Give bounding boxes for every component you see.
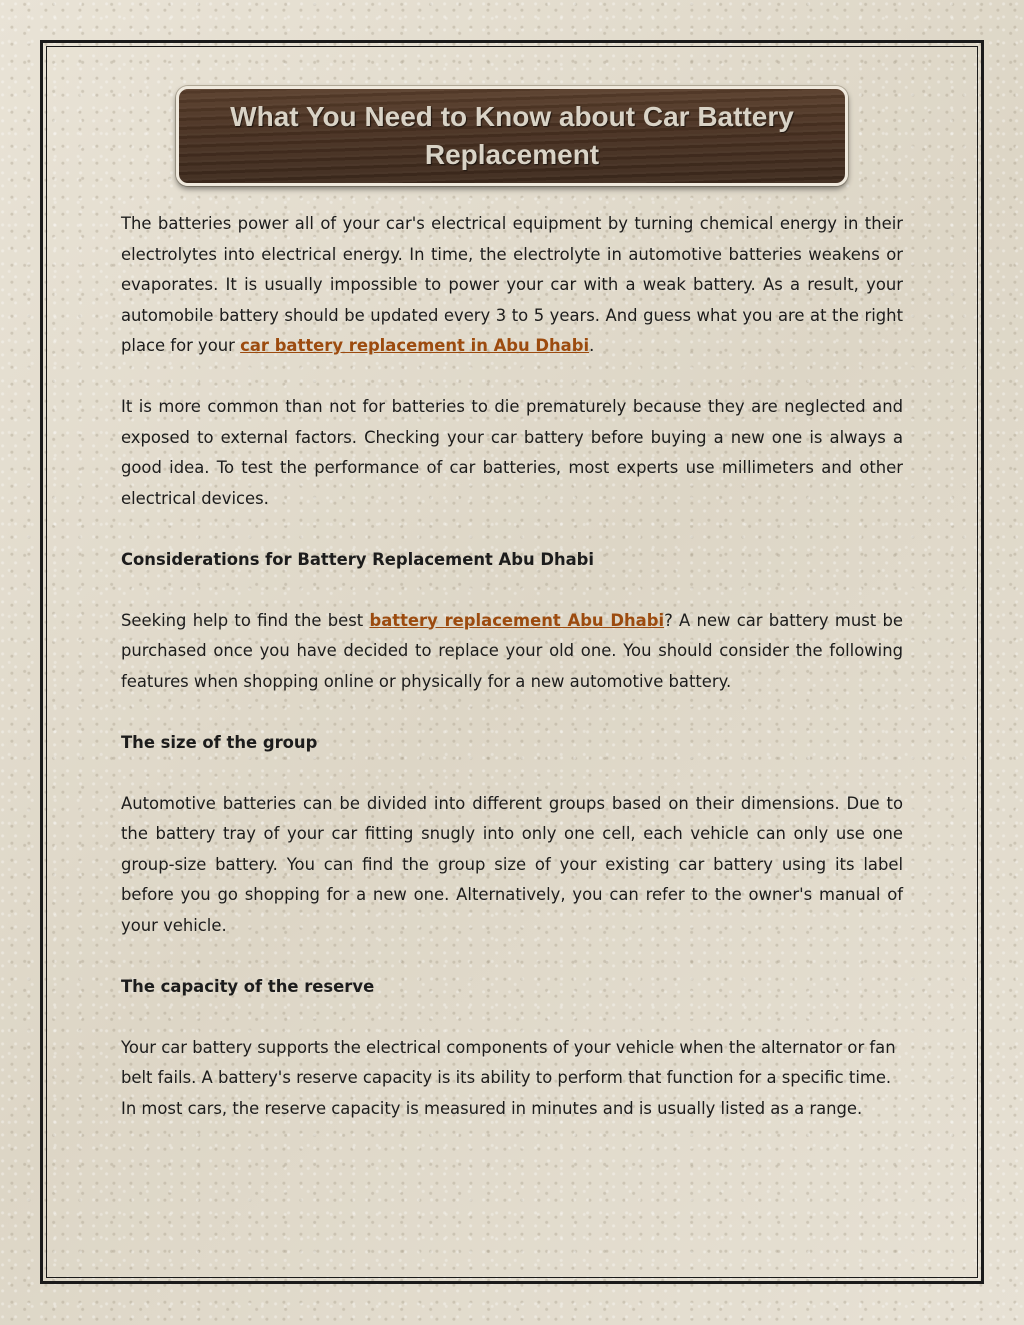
group-size-paragraph: Automotive batteries can be divided into different groups based on their dimensions. Due to the battery tray of your car fitting snugly into only one cell, each vehicle can only use one group-size battery. You can find the group size of your existing car battery using its label before you go shopping for a new one. Alternatively, you can refer to the owner's manual of your vehicle. <box>121 793 903 935</box>
premature-paragraph: It is more common than not for batteries to die prematurely because they are neglected and exposed to external factors. Checking your car battery before buying a new one is always a good idea. To test the performance of car batteries, most experts use millimeters and other electrical devices. <box>121 397 903 508</box>
group-size-heading: The size of the group <box>121 732 318 752</box>
article-body <box>121 209 903 1155</box>
seeking-text: Seeking help to find the best <box>121 610 370 630</box>
seeking-text-end: ? A new car battery must be purchased once you have decided to replace your old one. You should consider the following features when shopping online or physically for a new automotive battery. <box>121 610 903 691</box>
considerations-heading: Considerations for Battery Replacement Abu Dhabi <box>121 549 595 569</box>
battery-replacement-link[interactable]: battery replacement Abu Dhabi <box>369 610 665 630</box>
reserve-capacity-paragraph: Your car battery supports the electrical components of your vehicle when the alternator or fan belt fails. A battery's reserve capacity is its ability to perform that function for a specific time. In most cars, the reserve capacity is measured in minutes and is usually listed as a range. <box>121 1037 896 1118</box>
car-battery-replacement-link[interactable]: car battery replacement in Abu Dhabi <box>240 336 590 355</box>
title-banner <box>176 86 848 186</box>
reserve-capacity-heading: The capacity of the reserve <box>121 976 375 996</box>
intro-text: The batteries power all of your car's electrical equipment by turning chemical energy in their electrolytes into electrical energy. In time, the electrolyte in automotive batteries weakens or evaporates. It is usually impossible to power your car with a weak battery. As a result, your automobile battery should be updated every 3 to 5 years. And guess what you are at the right place for your <box>121 214 903 355</box>
intro-text-end: . <box>589 336 595 355</box>
page-title: What You Need to Know about Car Battery Replacement <box>230 101 794 170</box>
intro-paragraph <box>121 209 903 362</box>
seeking-paragraph <box>121 606 903 698</box>
